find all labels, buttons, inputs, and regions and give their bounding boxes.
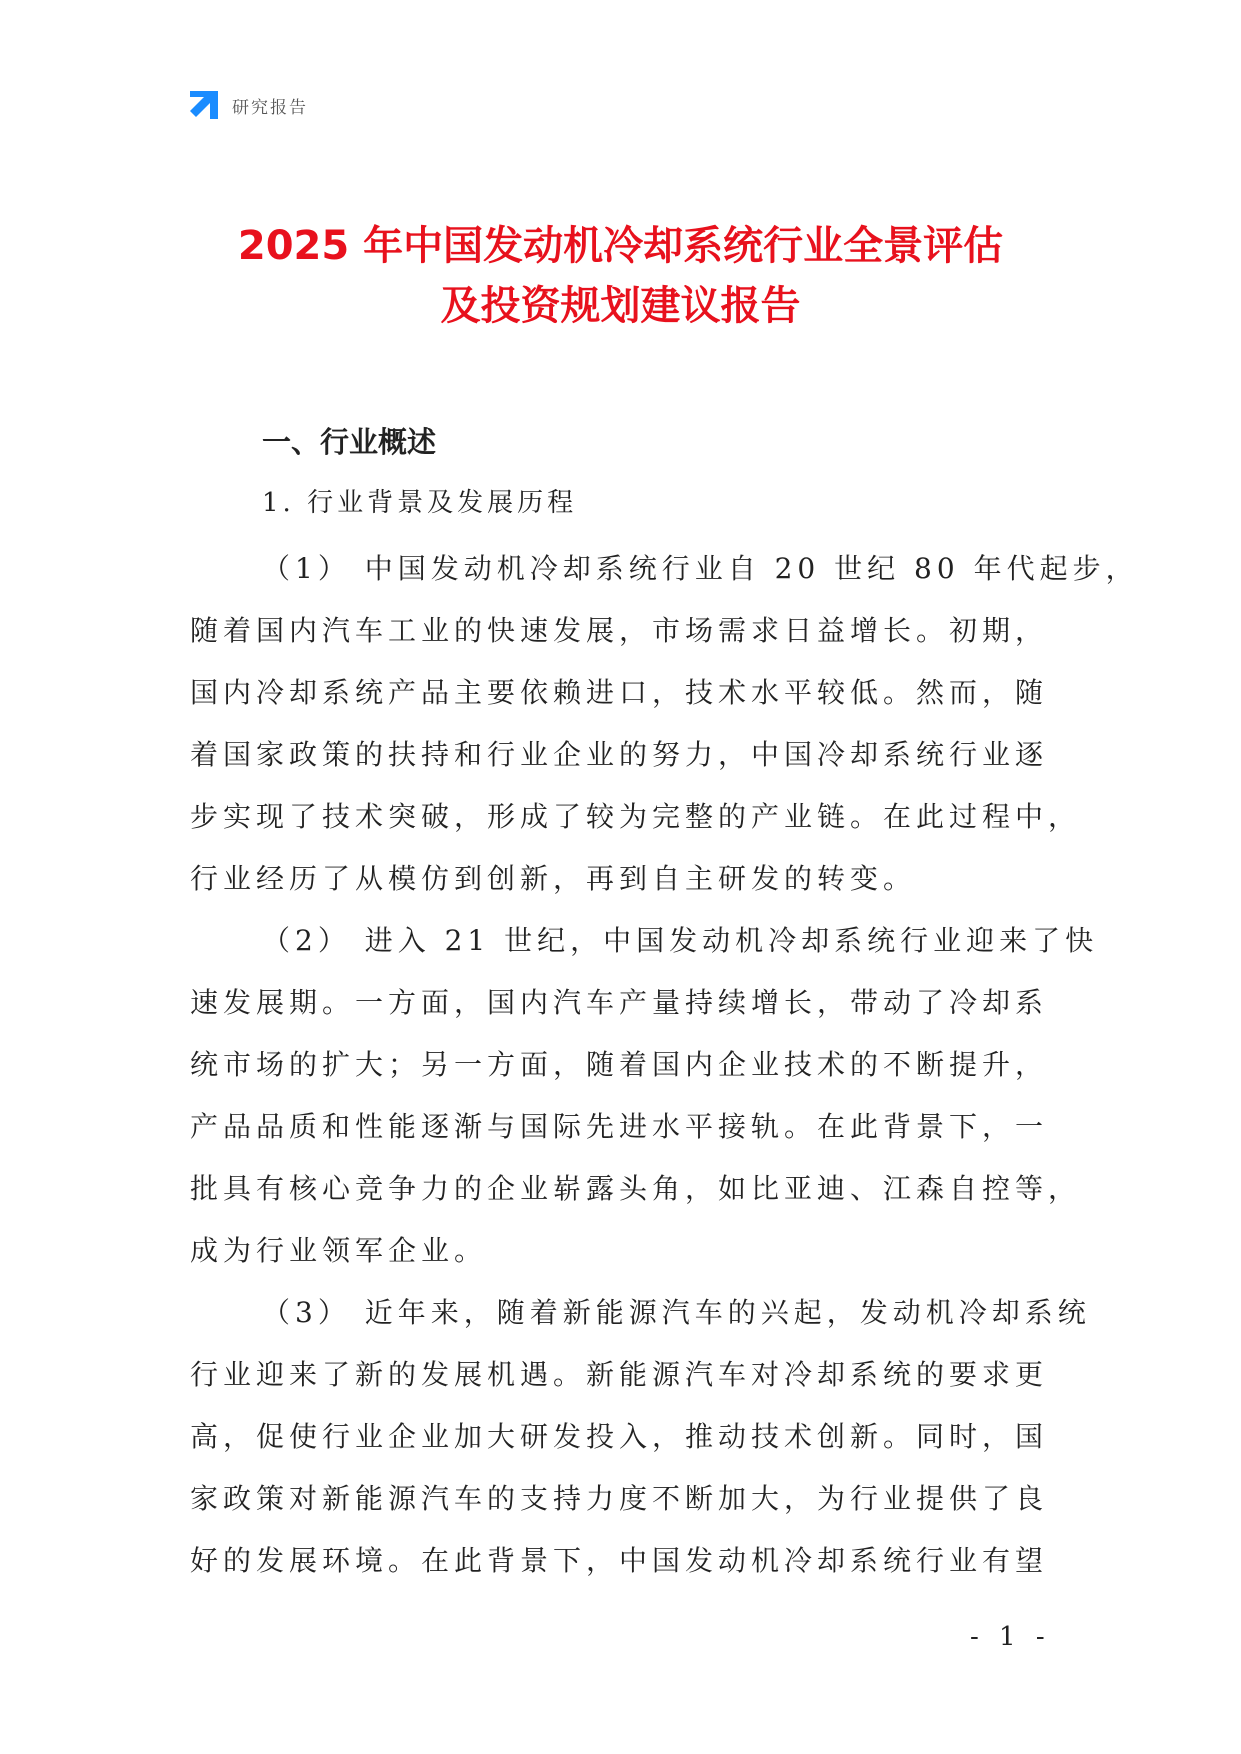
page-number: - 1 - [970, 1622, 1051, 1652]
text-line: 高，促使行业企业加大研发投入，推动技术创新。同时，国 [190, 1420, 1049, 1453]
section-heading: 一、行业概述 [262, 425, 437, 459]
text-line: 家政策对新能源汽车的支持力度不断加大，为行业提供了良 [190, 1482, 1049, 1515]
text-line: （3） 近年来，随着新能源汽车的兴起，发动机冷却系统 [262, 1296, 1091, 1329]
text-line: 好的发展环境。在此背景下，中国发动机冷却系统行业有望 [190, 1544, 1049, 1577]
document-title [0, 216, 1241, 336]
text-line: （2） 进入 21 世纪，中国发动机冷却系统行业迎来了快 [262, 924, 1099, 957]
paragraph-2 [190, 910, 1099, 1282]
text-line: 统市场的扩大；另一方面，随着国内企业技术的不断提升， [190, 1048, 1049, 1081]
text-line: 行业经历了从模仿到创新，再到自主研发的转变。 [190, 862, 917, 895]
text-line: 速发展期。一方面，国内汽车产量持续增长，带动了冷却系 [190, 986, 1049, 1019]
paragraph-3 [190, 1282, 1091, 1592]
report-header [188, 88, 308, 122]
text-line: 随着国内汽车工业的快速发展，市场需求日益增长。初期， [190, 614, 1049, 647]
text-line: 成为行业领军企业。 [190, 1234, 488, 1267]
text-line: （1） 中国发动机冷却系统行业自 20 世纪 80 年代起步， [262, 552, 1139, 585]
text-line: 产品品质和性能逐渐与国际先进水平接轨。在此背景下，一 [190, 1110, 1049, 1143]
text-line: 批具有核心竞争力的企业崭露头角，如比亚迪、江森自控等， [190, 1172, 1082, 1205]
text-line: 着国家政策的扶持和行业企业的努力，中国冷却系统行业逐 [190, 738, 1049, 771]
text-line: 步实现了技术突破，形成了较为完整的产业链。在此过程中， [190, 800, 1082, 833]
paragraph-1 [190, 538, 1139, 910]
header-label: 研究报告 [232, 97, 308, 118]
title-line-2: 及投资规划建议报告 [440, 283, 801, 329]
text-line: 国内冷却系统产品主要依赖进口，技术水平较低。然而，随 [190, 676, 1049, 709]
body-content [190, 538, 1139, 1592]
text-line: 行业迎来了新的发展机遇。新能源汽车对冷却系统的要求更 [190, 1358, 1049, 1391]
brand-logo-icon [188, 89, 220, 121]
title-line-1: 2025 年中国发动机冷却系统行业全景评估 [237, 223, 1004, 269]
subsection-heading: 1. 行业背景及发展历程 [262, 488, 578, 518]
